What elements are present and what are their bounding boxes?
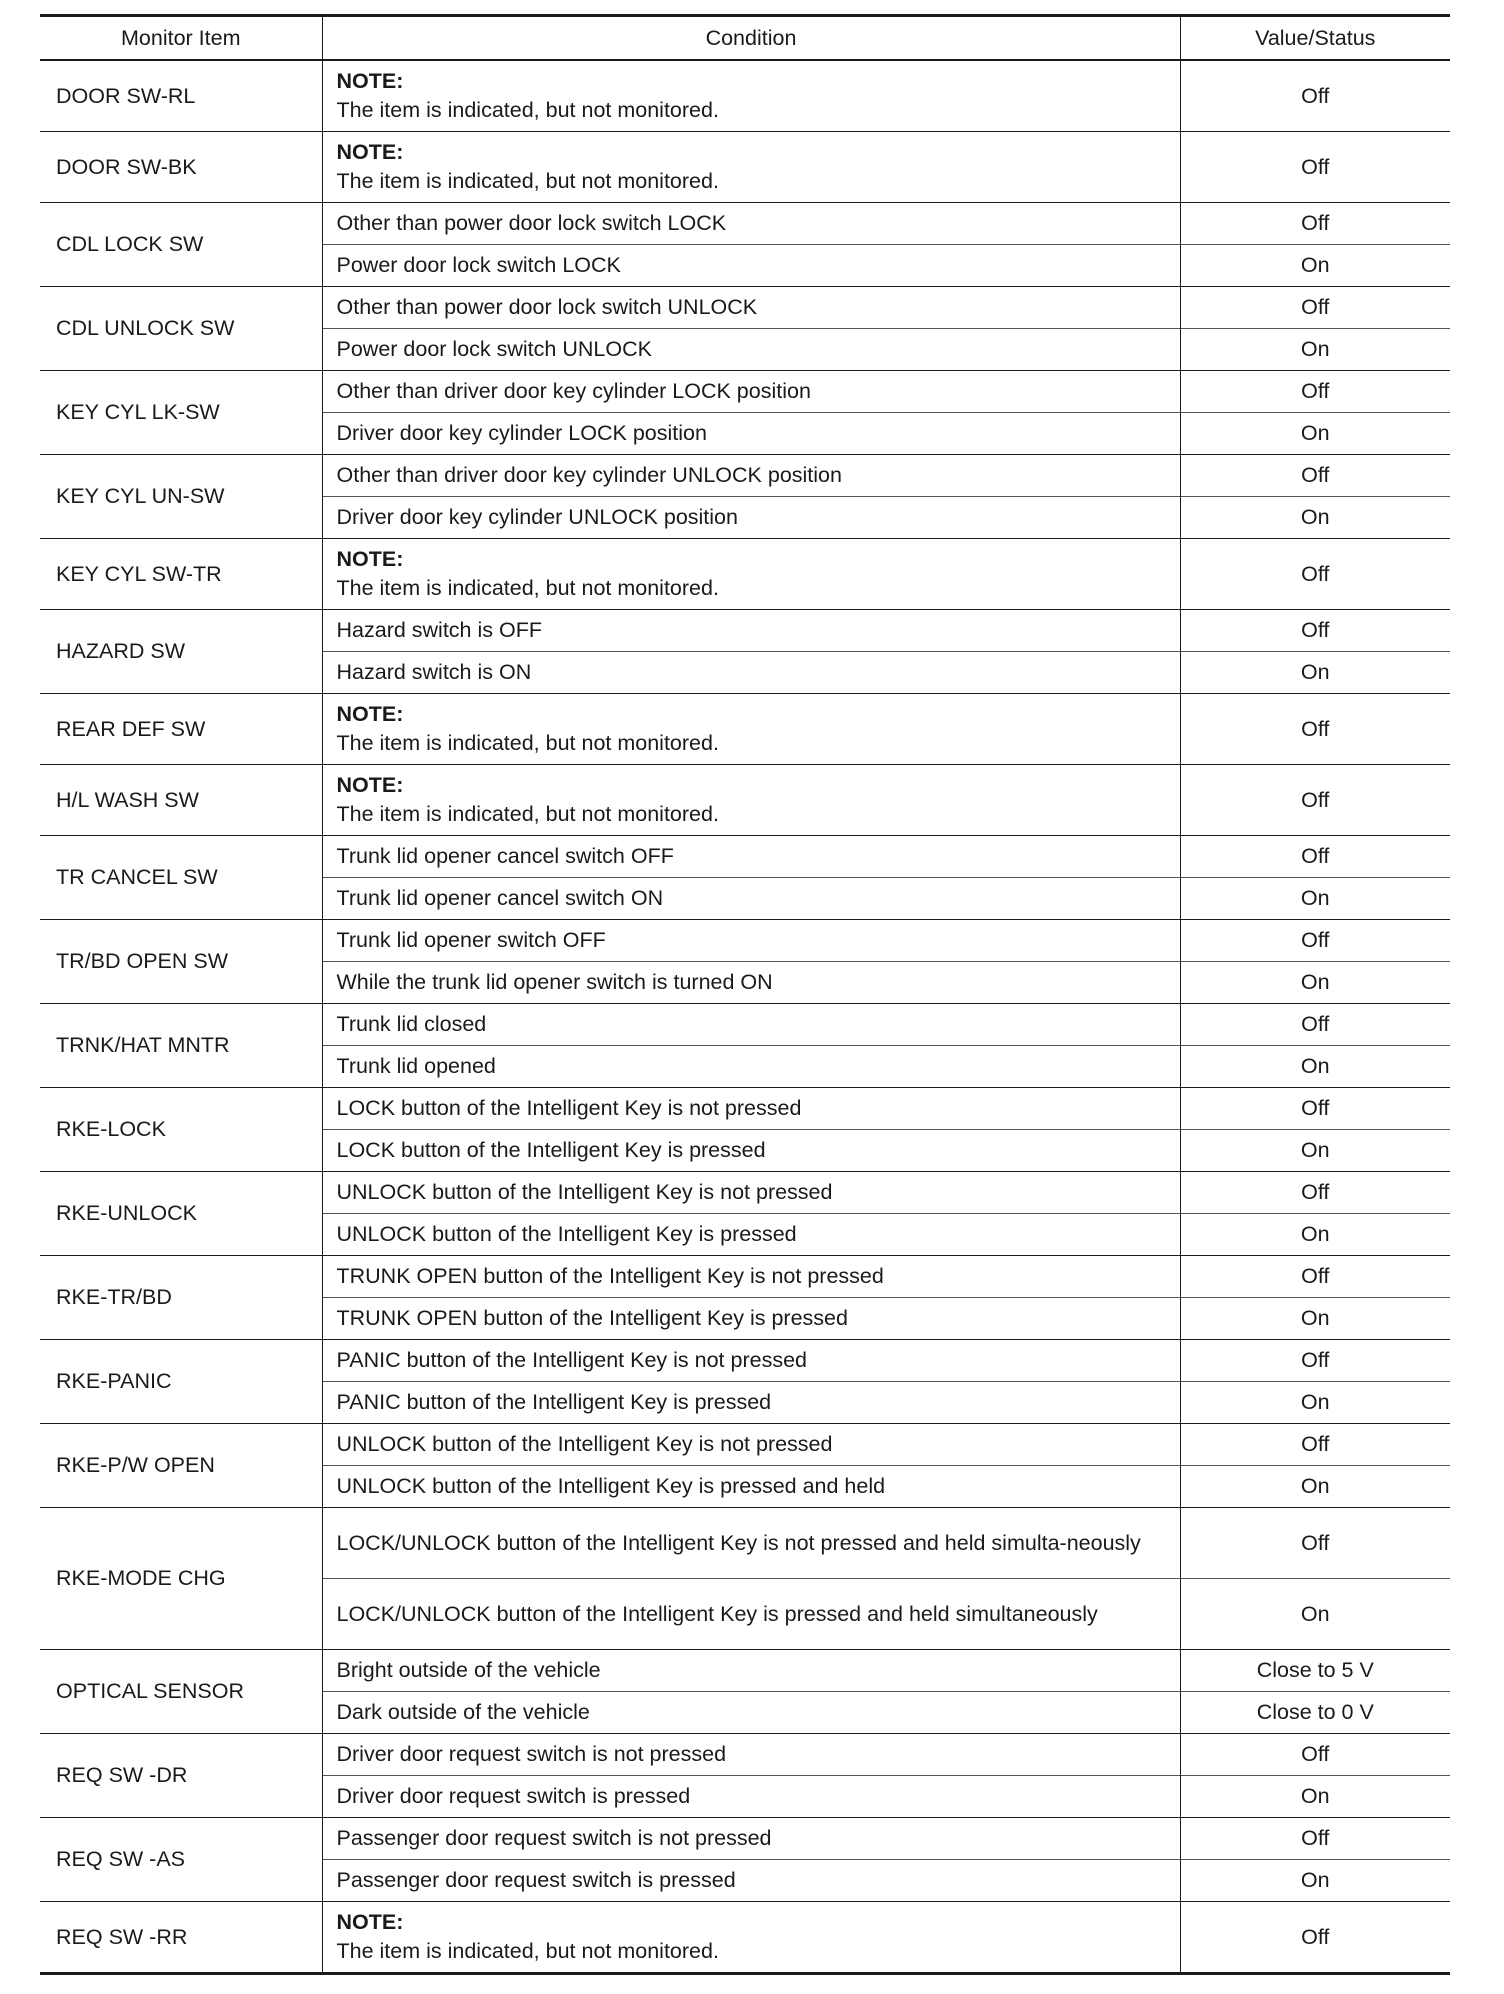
note-text: The item is indicated, but not monitored. [336, 802, 719, 826]
monitor-item-cell: KEY CYL LK-SW [40, 371, 322, 455]
value-status-cell: On [1180, 1046, 1450, 1088]
monitor-item-cell: REQ SW -DR [40, 1734, 322, 1818]
monitor-item-cell: RKE-LOCK [40, 1088, 322, 1172]
value-status-cell: Off [1180, 1902, 1450, 1974]
condition-cell [322, 765, 1180, 836]
condition-cell: TRUNK OPEN button of the Intelligent Key is not pressed [322, 1256, 1180, 1298]
condition-cell: LOCK button of the Intelligent Key is pressed [322, 1130, 1180, 1172]
table-row [40, 1734, 1450, 1776]
condition-cell: LOCK/UNLOCK button of the Intelligent Key is not pressed and held simulta-neously [322, 1508, 1180, 1579]
monitor-item-cell: HAZARD SW [40, 610, 322, 694]
table-row [40, 455, 1450, 497]
value-status-cell: On [1180, 1466, 1450, 1508]
value-status-cell: On [1180, 1776, 1450, 1818]
condition-cell: PANIC button of the Intelligent Key is not pressed [322, 1340, 1180, 1382]
table-row [40, 1088, 1450, 1130]
value-status-cell: Off [1180, 1734, 1450, 1776]
monitor-item-cell: CDL LOCK SW [40, 203, 322, 287]
value-status-cell: On [1180, 329, 1450, 371]
condition-cell: Trunk lid closed [322, 1004, 1180, 1046]
monitor-item-cell: REAR DEF SW [40, 694, 322, 765]
monitor-item-cell: RKE-PANIC [40, 1340, 322, 1424]
condition-cell: Hazard switch is ON [322, 652, 1180, 694]
value-status-cell: Off [1180, 1340, 1450, 1382]
table-row [40, 836, 1450, 878]
table-row [40, 694, 1450, 765]
value-status-cell: Off [1180, 1508, 1450, 1579]
table-row [40, 1256, 1450, 1298]
condition-cell: UNLOCK button of the Intelligent Key is pressed [322, 1214, 1180, 1256]
condition-cell: LOCK button of the Intelligent Key is not pressed [322, 1088, 1180, 1130]
value-status-cell: Off [1180, 1172, 1450, 1214]
value-status-cell: Off [1180, 610, 1450, 652]
value-status-cell: Close to 0 V [1180, 1692, 1450, 1734]
condition-cell: LOCK/UNLOCK button of the Intelligent Key is pressed and held simultaneously [322, 1579, 1180, 1650]
table-row [40, 1172, 1450, 1214]
value-status-cell: Off [1180, 287, 1450, 329]
condition-cell: Passenger door request switch is pressed [322, 1860, 1180, 1902]
note-text: The item is indicated, but not monitored. [336, 1939, 719, 1963]
monitor-item-cell: DOOR SW-RL [40, 60, 322, 132]
monitor-item-cell: TR/BD OPEN SW [40, 920, 322, 1004]
value-status-cell: Off [1180, 694, 1450, 765]
value-status-cell: Off [1180, 1256, 1450, 1298]
value-status-cell: On [1180, 413, 1450, 455]
value-status-cell: Off [1180, 60, 1450, 132]
value-status-cell: On [1180, 497, 1450, 539]
value-status-cell: Off [1180, 539, 1450, 610]
table-row [40, 1340, 1450, 1382]
note-text: The item is indicated, but not monitored. [336, 98, 719, 122]
header-condition: Condition [322, 16, 1180, 61]
table-row [40, 1902, 1450, 1974]
table-row [40, 203, 1450, 245]
value-status-cell: On [1180, 1298, 1450, 1340]
note-text: The item is indicated, but not monitored. [336, 731, 719, 755]
condition-cell: Trunk lid opener switch OFF [322, 920, 1180, 962]
monitor-item-cell: REQ SW -RR [40, 1902, 322, 1974]
note-text: The item is indicated, but not monitored. [336, 169, 719, 193]
monitor-item-cell: TRNK/HAT MNTR [40, 1004, 322, 1088]
condition-cell: While the trunk lid opener switch is turned ON [322, 962, 1180, 1004]
note-label: NOTE: [336, 140, 404, 164]
value-status-cell: Off [1180, 836, 1450, 878]
value-status-cell: Off [1180, 371, 1450, 413]
condition-cell: PANIC button of the Intelligent Key is pressed [322, 1382, 1180, 1424]
monitor-item-cell: TR CANCEL SW [40, 836, 322, 920]
value-status-cell: Off [1180, 203, 1450, 245]
value-status-cell: Off [1180, 920, 1450, 962]
value-status-cell: On [1180, 1860, 1450, 1902]
condition-cell: Bright outside of the vehicle [322, 1650, 1180, 1692]
table-row [40, 132, 1450, 203]
condition-cell: Driver door request switch is pressed [322, 1776, 1180, 1818]
value-status-cell: On [1180, 962, 1450, 1004]
condition-cell: Other than driver door key cylinder LOCK position [322, 371, 1180, 413]
table-body [40, 60, 1450, 1974]
condition-cell: Driver door key cylinder UNLOCK position [322, 497, 1180, 539]
monitor-item-cell: H/L WASH SW [40, 765, 322, 836]
condition-cell: UNLOCK button of the Intelligent Key is not pressed [322, 1424, 1180, 1466]
value-status-cell: On [1180, 878, 1450, 920]
table-row [40, 371, 1450, 413]
value-status-cell: Off [1180, 1004, 1450, 1046]
value-status-cell: On [1180, 1214, 1450, 1256]
table-row [40, 765, 1450, 836]
monitor-item-table [40, 14, 1450, 1975]
table-row [40, 1650, 1450, 1692]
table-row [40, 287, 1450, 329]
note-label: NOTE: [336, 1910, 404, 1934]
note-text: The item is indicated, but not monitored. [336, 576, 719, 600]
condition-cell: Trunk lid opener cancel switch OFF [322, 836, 1180, 878]
monitor-item-cell: OPTICAL SENSOR [40, 1650, 322, 1734]
condition-cell: Other than power door lock switch LOCK [322, 203, 1180, 245]
condition-cell [322, 132, 1180, 203]
value-status-cell: On [1180, 1130, 1450, 1172]
note-label: NOTE: [336, 547, 404, 571]
value-status-cell: On [1180, 1579, 1450, 1650]
condition-cell: Dark outside of the vehicle [322, 1692, 1180, 1734]
condition-cell: Driver door request switch is not pressed [322, 1734, 1180, 1776]
condition-cell: UNLOCK button of the Intelligent Key is pressed and held [322, 1466, 1180, 1508]
condition-cell: Power door lock switch UNLOCK [322, 329, 1180, 371]
table-row [40, 1424, 1450, 1466]
table-row [40, 610, 1450, 652]
monitor-item-cell: CDL UNLOCK SW [40, 287, 322, 371]
header-value-status: Value/Status [1180, 16, 1450, 61]
condition-cell: Driver door key cylinder LOCK position [322, 413, 1180, 455]
table-row [40, 1818, 1450, 1860]
value-status-cell: Off [1180, 455, 1450, 497]
table-header-row [40, 16, 1450, 61]
table-row [40, 539, 1450, 610]
condition-cell [322, 60, 1180, 132]
table-row [40, 60, 1450, 132]
condition-cell: Hazard switch is OFF [322, 610, 1180, 652]
monitor-item-cell: RKE-TR/BD [40, 1256, 322, 1340]
condition-cell [322, 694, 1180, 765]
note-label: NOTE: [336, 702, 404, 726]
table-row [40, 920, 1450, 962]
value-status-cell: Close to 5 V [1180, 1650, 1450, 1692]
value-status-cell: On [1180, 1382, 1450, 1424]
condition-cell: Power door lock switch LOCK [322, 245, 1180, 287]
condition-cell: UNLOCK button of the Intelligent Key is not pressed [322, 1172, 1180, 1214]
value-status-cell: Off [1180, 1088, 1450, 1130]
condition-cell: Passenger door request switch is not pressed [322, 1818, 1180, 1860]
condition-cell: Trunk lid opened [322, 1046, 1180, 1088]
condition-cell: Trunk lid opener cancel switch ON [322, 878, 1180, 920]
condition-cell: Other than driver door key cylinder UNLOCK position [322, 455, 1180, 497]
monitor-item-cell: REQ SW -AS [40, 1818, 322, 1902]
monitor-item-cell: KEY CYL UN-SW [40, 455, 322, 539]
value-status-cell: Off [1180, 1818, 1450, 1860]
monitor-item-cell: DOOR SW-BK [40, 132, 322, 203]
value-status-cell: On [1180, 245, 1450, 287]
condition-cell [322, 539, 1180, 610]
note-label: NOTE: [336, 69, 404, 93]
condition-cell [322, 1902, 1180, 1974]
table-row [40, 1004, 1450, 1046]
monitor-item-cell: KEY CYL SW-TR [40, 539, 322, 610]
note-label: NOTE: [336, 773, 404, 797]
monitor-item-cell: RKE-P/W OPEN [40, 1424, 322, 1508]
monitor-item-cell: RKE-MODE CHG [40, 1508, 322, 1650]
value-status-cell: Off [1180, 1424, 1450, 1466]
monitor-item-cell: RKE-UNLOCK [40, 1172, 322, 1256]
value-status-cell: On [1180, 652, 1450, 694]
condition-cell: Other than power door lock switch UNLOCK [322, 287, 1180, 329]
value-status-cell: Off [1180, 132, 1450, 203]
table-row [40, 1508, 1450, 1579]
value-status-cell: Off [1180, 765, 1450, 836]
header-monitor-item: Monitor Item [40, 16, 322, 61]
condition-cell: TRUNK OPEN button of the Intelligent Key is pressed [322, 1298, 1180, 1340]
